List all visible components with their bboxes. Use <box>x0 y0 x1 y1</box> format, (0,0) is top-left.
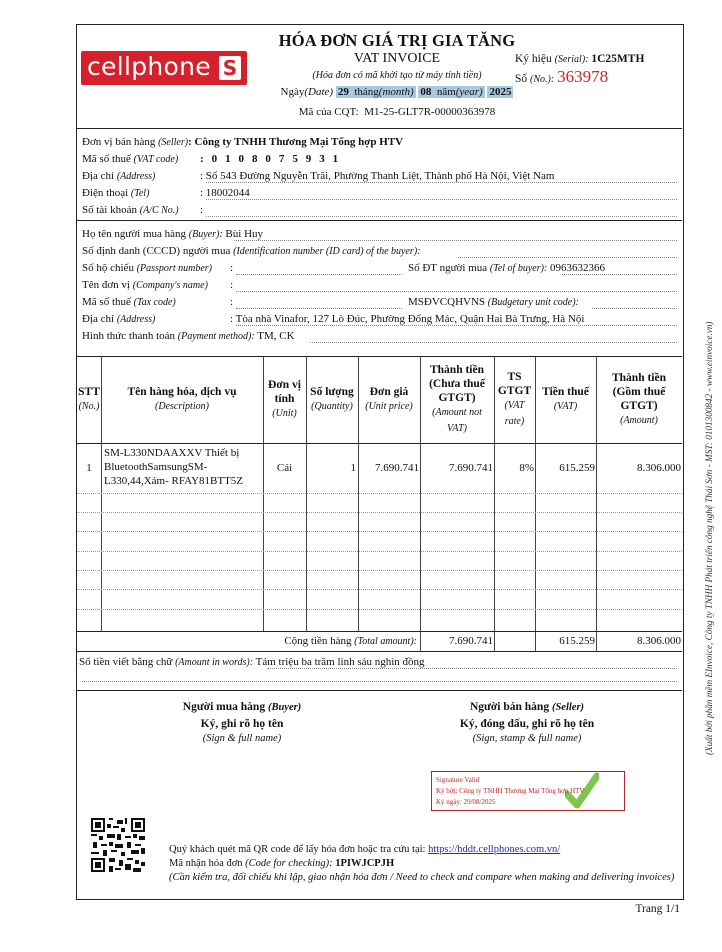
amount-in-words: Tám triệu ba trăm linh sáu nghìn đồng <box>255 656 425 668</box>
amount-in-words-section: Số tiền viết bằng chữ (Amount in words): Tám triệu ba trăm linh sáu nghìn đồng <box>77 651 682 691</box>
invoice-number-row: Số (No.): 363978 <box>515 67 609 86</box>
invoice-number: 363978 <box>557 67 609 86</box>
buyer-address-row: Địa chỉ (Address) : Tòa nhà Vinafor, 127 Lò Đúc, Phường Đống Mác, Quận Hai Bà Trưng, Hà Nội <box>82 311 677 328</box>
serial-row: Ký hiệu (Serial): 1C25MTH <box>515 53 645 65</box>
invoice-header <box>77 25 682 129</box>
total-amount: 8.306.000 <box>637 635 681 647</box>
buyer-tel: Số ĐT người mua (Tel of buyer): 0963632366 <box>408 262 606 274</box>
buyer-name-row: Họ tên người mua hàng (Buyer): Bùi Huy <box>82 226 677 243</box>
buyer-signature-block: Người mua hàng (Buyer) Ký, ghi rõ họ tên (Sign & full name) <box>182 701 302 744</box>
budget-unit-code: MSĐVCQHVNS (Budgetary unit code): <box>408 296 579 308</box>
seller-section <box>77 129 682 221</box>
col-header-description: Tên hàng hóa, dịch vụ (Description) <box>127 386 237 412</box>
software-provider-note: (Xuất bởi phần mềm EInvoice, Công ty TNHH Phát triển công nghệ Thái Sơn - MST: 0101300842 - www.einvoice.vn) <box>704 321 714 755</box>
seller-address-row: Địa chỉ (Address) : Số 543 Đường Nguyễn Trãi, Phường Thanh Liệt, Thành phố Hà Nội, Việt Nam <box>82 168 677 185</box>
invoice-note: (Hóa đơn có mã khởi tạo từ máy tính tiền) <box>312 70 482 81</box>
item-description: SM-L330NDAAXXV Thiết bị BluetoothSamsungSM-L330,44,Xám- RFAY81BTT5Z <box>104 447 244 487</box>
cqt-code: Mã của CQT: M1-25-GLT7R-00000363978 <box>298 106 496 118</box>
col-header-unit: Đơn vị tính (Unit) <box>268 379 301 419</box>
buyer-name: Bùi Huy <box>225 228 264 240</box>
date-month: 08 năm(year) <box>420 86 483 98</box>
invoice-date: Ngày(Date) 29 tháng(month) 08 năm(year) 2025 <box>280 86 512 98</box>
col-header-vat-rate: TS GTGT (VAT rate) <box>497 371 532 427</box>
title-block <box>237 31 557 119</box>
logo-text: cellphone <box>87 52 211 81</box>
invoice-subtitle: VAT INVOICE <box>353 51 441 66</box>
logo-s-icon: S <box>219 56 241 80</box>
date-year: 2025 <box>489 86 512 98</box>
digital-signature-stamp[interactable]: Signature Valid Ký bởi: Công ty TNHH Thương Mại Tổng hợp HTV Ký ngày: 29/08/2025 <box>431 771 625 811</box>
col-header-quantity: Số lượng (Quantity) <box>310 386 354 412</box>
seller-account-row: Số tài khoản (A/C No.) : <box>82 202 677 219</box>
col-header-vat: Tiền thuế (VAT) <box>542 386 589 412</box>
lookup-link[interactable]: https://hddt.cellphones.com.vn/ <box>428 844 561 855</box>
buyer-company-row: Tên đơn vị (Company's name) : <box>82 277 677 294</box>
invoice-page <box>76 24 684 900</box>
invoice-title: HÓA ĐƠN GIÁ TRỊ GIA TĂNG <box>278 31 516 50</box>
buyer-tax-row: Mã số thuế (Tax code) : MSĐVCQHVNS (Budgetary unit code): <box>82 294 677 311</box>
total-no-vat: 7.690.741 <box>449 635 493 647</box>
seller-tel-row: Điện thoại (Tel) : 18002044 <box>82 185 677 202</box>
cellphones-logo <box>81 51 247 85</box>
seller-signature-block: Người bán hàng (Seller) Ký, đóng dấu, ghi rõ họ tên (Sign, stamp & full name) <box>459 701 595 744</box>
col-header-amount-no-vat: Thành tiền (Chưa thuế GTGT) (Amount not VAT) <box>429 364 485 434</box>
seller-tax-code: : 0 1 0 8 0 7 5 9 3 1 <box>200 153 341 165</box>
footer-text: Quý khách quét mã QR code để lấy hóa đơn hoặc tra cứu tại: https://hddt.cellphones.com.vn/ Mã nhận hóa đơn (Code for checking): 1PIWJCPJH (Cần kiểm tra, đối chiếu khi lập, giao nhận hóa đơn / Need to check and compare when making and delivering invoices) <box>169 844 675 883</box>
buyer-section <box>77 221 682 357</box>
buyer-passport-row: Số hộ chiếu (Passport number) : Số ĐT người mua (Tel of buyer): 0963632366 <box>82 260 677 277</box>
invoice-footer <box>77 813 682 899</box>
checking-code: 1PIWJCPJH <box>335 858 395 869</box>
col-header-unit-price: Đơn giá (Unit price) <box>365 386 413 412</box>
payment-method-row: Hình thức thanh toán (Payment method): TM, CK <box>82 328 677 345</box>
page-number: Trang 1/1 <box>635 903 680 915</box>
items-table: STT (No.) Tên hàng hóa, dịch vụ (Description) Đơn vị tính (Unit) Số lượng (Quantity) Đơn giá (Unit price) Thành tiền (Chưa thuế GTGT) (Amount not VAT) TS GTGT (VAT rate) Tiền thuế (VAT) Thành tiền (Gồm thuế GTGT) (Amount) 1 SM-L330NDAAXXV Thiết bị BluetoothSamsungSM-L330,44,Xám- RFAY81BTT5Z Cái 1 7.690.741 7.690.741 8% 615.259 8.306.000 Cộng tiền hàng (Total amount): 7.690.741 615.259 8.306.000 <box>77 357 682 652</box>
col-header-amount: Thành tiền (Gồm thuế GTGT) (Amount) <box>611 372 666 426</box>
seller-name-row: Đơn vị bán hàng (Seller): Công ty TNHH Thương Mại Tổng hợp HTV <box>82 136 404 148</box>
total-vat: 615.259 <box>559 635 595 647</box>
seller-tax-row: Mã số thuế (VAT code) : 0 1 0 8 0 7 5 9 3 1 <box>82 151 677 168</box>
serial-block <box>515 51 644 88</box>
buyer-id-row: Số định danh (CCCD) người mua (Identification number (ID card) of the buyer): <box>82 243 677 260</box>
col-header-no: STT (No.) <box>78 386 100 412</box>
qr-code-icon[interactable] <box>91 818 145 872</box>
date-day: 29 tháng(month) <box>337 86 414 98</box>
